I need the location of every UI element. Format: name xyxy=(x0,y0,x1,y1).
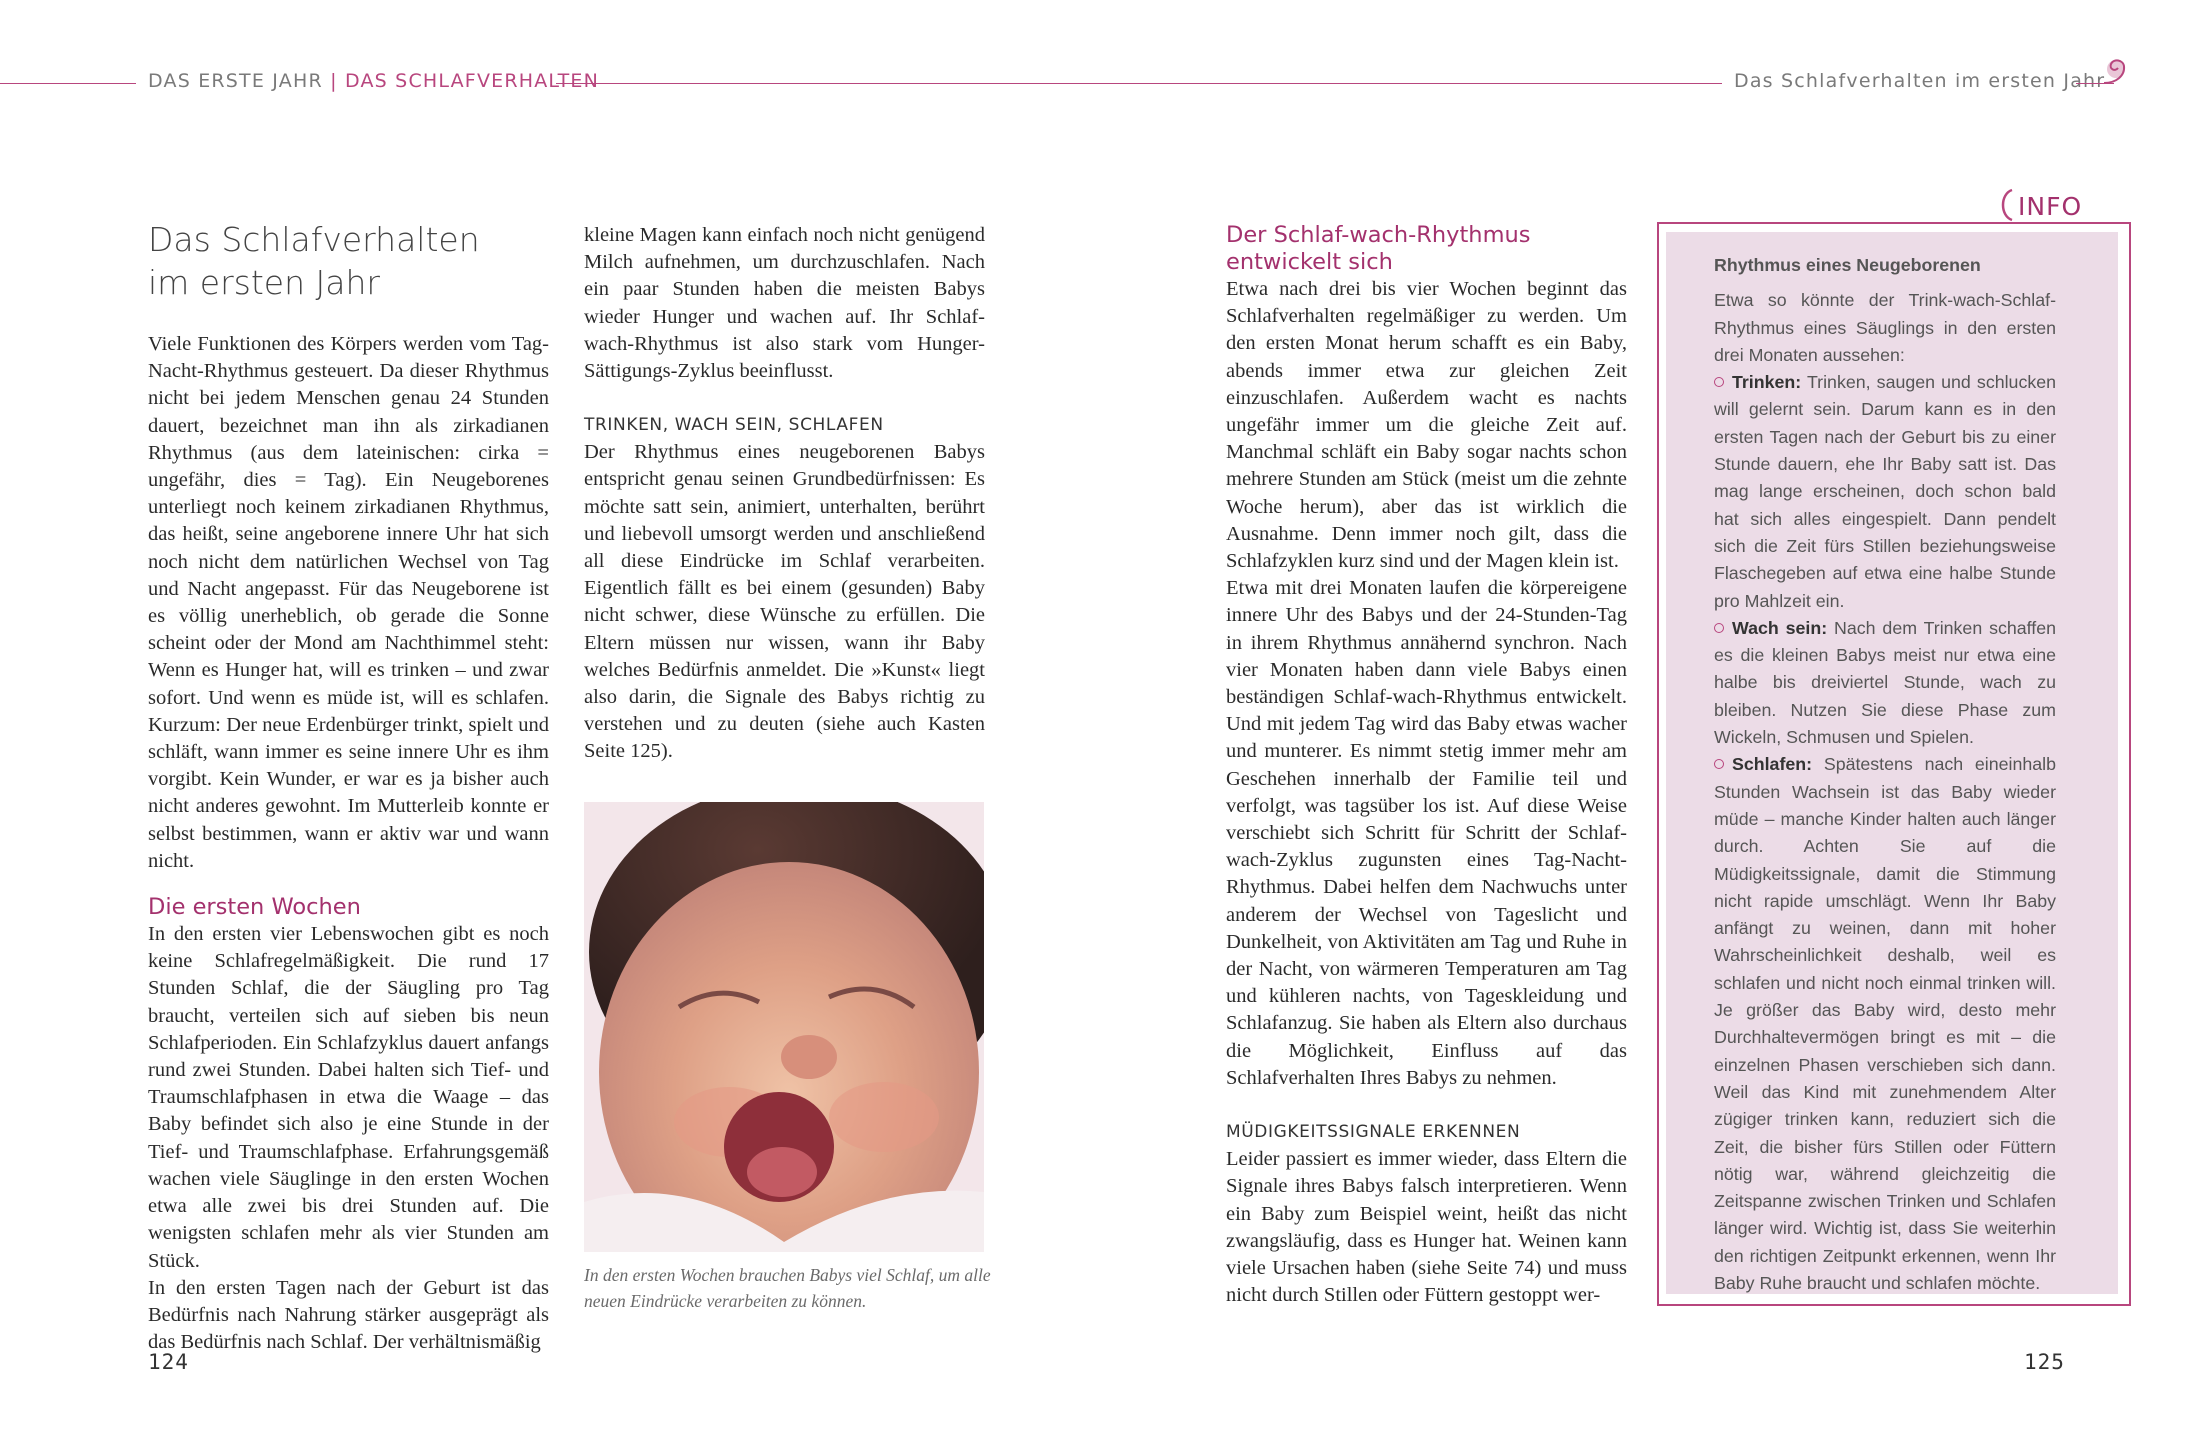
swirl-ornament-icon xyxy=(2098,56,2128,86)
section2-paragraph-1: Der Rhythmus eines neugeborenen Babys entspricht genau seinen Grundbedürfnissen: Es möchte satt sein, animiert, unterhalten, berührt und liebevoll umsorgt werden und anschließend all diese Eindrücke im Schlaf verarbeiten. Eigentlich fällt es bei einem (gesunden) Baby nicht schwer, diese Wünsche zu erfüllen. Die Eltern müssen nur wissen, wann ihr Baby welches Bedürfnis anmeldet. Die »Kunst« liegt also darin, die Signale des Babys richtig zu verstehen und zu deuten (siehe auch Kasten Seite 125). xyxy=(584,441,985,763)
column-2 xyxy=(584,222,985,766)
section-heading-schlaf-wach-line1: Der Schlaf-wach-Rhythmus xyxy=(1226,222,1531,248)
info-label-text: INFO xyxy=(2018,192,2083,221)
info-label xyxy=(1990,188,2092,222)
header-rule-left-a xyxy=(0,83,136,84)
info-item-wach-sein xyxy=(1714,615,2056,751)
bullet-icon xyxy=(1714,377,1724,387)
info-item-schlafen xyxy=(1714,751,2056,1297)
info-box-content xyxy=(1714,252,2056,1297)
page-number-left: 124 xyxy=(148,1350,189,1374)
section-heading-die-ersten-wochen: Die ersten Wochen xyxy=(148,894,361,921)
col2-paragraph-1: kleine Magen kann einfach noch nicht genügend Milch aufnehmen, um durchzuschlafen. Nach ein paar Stunden haben die meisten Babys wieder Hunger und wachen auf. Ihr Schlaf-wach-Rhythmus ist also stark vom Hunger-Sättigungs-Zyklus beeinflusst. xyxy=(584,224,985,383)
info-item-term: Schlafen: xyxy=(1732,754,1813,775)
bullet-icon xyxy=(1714,759,1724,769)
baby-illustration xyxy=(584,802,984,1252)
section-heading-trinken-wach-schlafen: TRINKEN, WACH SEIN, SCHLAFEN xyxy=(584,415,884,436)
info-bracket-icon xyxy=(1998,188,2014,222)
column-1 xyxy=(148,331,549,1356)
running-head-chapter: DAS ERSTE JAHR xyxy=(148,70,323,92)
info-item-term: Trinken: xyxy=(1732,372,1802,393)
yawning-baby-photo xyxy=(584,802,984,1252)
running-head-separator: | xyxy=(330,70,338,92)
section4-paragraph-1: Leider passiert es immer wieder, dass Eltern die Signale ihres Babys falsch interpretieren. Wenn ein Baby zum Beispiel weint, heißt das nicht zwangsläufig, dass es Hunger hat. Weinen kann viele Ursachen haben (siehe Seite 74) und muss nicht durch Stillen oder Füttern gestoppt wer- xyxy=(1226,1148,1627,1307)
header-rule-center xyxy=(556,83,1722,84)
article-title xyxy=(148,218,480,304)
photo-caption: In den ersten Wochen brauchen Babys viel Schlaf, um alle neuen Eindrücke verarbeiten zu können. xyxy=(584,1265,991,1311)
section1-paragraph-1: In den ersten vier Lebenswochen gibt es noch keine Schlafregelmäßigkeit. Die rund 17 Stunden Schlaf, die der Säugling pro Tag braucht, verteilen sich auf sieben bis neun Schlafperioden. Ein Schlafzyklus dauert anfangs rund zwei Stunden. Dabei halten sich Tief- und Traumschlafphasen in etwa die Waage – das Baby befindet sich also je eine Stunde in der Tief- und Traumschlafphase. Erfahrungsgemäß wachen viele Säuglinge in den ersten Wochen etwa alle zwei bis drei Stunden auf. Die wenigsten schlafen mehr als vier Stunden am Stück. xyxy=(148,923,549,1272)
section1-paragraph-2: In den ersten Tagen nach der Geburt ist das Bedürfnis nach Nahrung stärker ausgeprägt als das Bedürfnis nach Schlaf. Der verhältnismäßig xyxy=(148,1276,549,1354)
running-head-section: DAS SCHLAFVERHALTEN xyxy=(344,70,600,92)
section-heading-muedigkeitssignale: MÜDIGKEITSSIGNALE ERKENNEN xyxy=(1226,1122,1521,1143)
intro-paragraph: Viele Funktionen des Körpers werden vom Tag-Nacht-Rhythmus gesteuert. Da dieser Rhythmus nicht bei jedem Menschen genau 24 Stunden dauert, bezeichnet man ihn als zirkadianen Rhythmus (aus dem lateinischen: cirka = ungefähr, dies = Tag). Ein Neugeborenes unterliegt noch keinem zirkadianen Rhythmus, das heißt, seine angeborene innere Uhr hat sich noch nicht dem natürlichen Wechsel von Tag und Nacht angepasst. Für das Neugeborene ist es völlig unerheblich, ob gerade die Sonne scheint oder der Mond am Nachthimmel steht: Wenn es Hunger hat, will es trinken – und zwar sofort. Und wenn es müde ist, will es schlafen. Kurzum: Der neue Erdenbürger trinkt, spielt und schläft, wann immer es seine innere Uhr es ihm vorgibt. Kein Wunder, er war es ja bisher auch nicht anderes gewohnt. Im Mutterleib konnte er selbst bestimmen, wann er aktiv war und wann nicht. xyxy=(148,333,549,872)
section3-paragraph-1: Etwa nach drei bis vier Wochen beginnt das Schlafverhalten regelmäßiger zu werden. Um den ersten Monat herum schafft es ein Baby, abends immer etwa zur gleichen Zeit einzuschlafen. Außerdem wacht es nachts ungefähr immer um die gleiche Zeit auf. Manchmal schläft ein Baby sogar nachts schon mehrere Stunden am Stück (meist um die zehnte Woche herum), aber das ist wirklich die Ausnahme. Denn immer noch gilt, dass die Schlafzyklen kurz sind und der Magen klein ist. xyxy=(1226,278,1627,573)
info-heading: Rhythmus eines Neugeborenen xyxy=(1714,255,1981,275)
info-item-text: Trinken, saugen und schlucken will gelernt sein. Darum kann es in den ersten Tagen nach der Geburt bis zu einer Stunde dauern, ehe Ihr Baby satt ist. Das mag lange erscheinen, doch schon bald hat sich alles eingespielt. Dann pendelt sich die Zeit fürs Stillen beziehungsweise Flaschegeben auf etwa eine halbe Stunde pro Mahlzeit ein. xyxy=(1714,372,2056,611)
page-number-right: 125 xyxy=(2024,1350,2065,1374)
section3-paragraph-2: Etwa mit drei Monaten laufen die körpereigene innere Uhr des Babys und der 24-Stunden-Tag in ihrem Rhythmus annähernd synchron. Nach vier Monaten haben dann viele Babys einen beständigen Schlaf-wach-Rhythmus entwickelt. Und mit jedem Tag wird das Baby etwas wacher und munterer. Es nimmt stetig immer mehr am Geschehen innerhalb der Familie teil und verfolgt, was tagsüber los ist. Auf diese Weise verschiebt sich Schritt für Schritt der Schlaf-wach-Zyklus zugunsten eines Tag-Nacht-Rhythmus. Dabei helfen dem Nachwuchs unter anderem der Wechsel von Tageslicht und Dunkelheit, von Aktivitäten am Tag und Ruhe in der Nacht, von wärmeren Temperaturen am Tag und kühleren nachts, von Tageskleidung und Schlafanzug. Sie haben als Eltern also durchaus die Möglichkeit, Einfluss auf das Schlafverhalten Ihres Babys zu nehmen. xyxy=(1226,577,1627,1089)
running-head-left xyxy=(148,70,599,92)
section-heading-schlaf-wach-line2: entwickelt sich xyxy=(1226,249,1393,275)
info-item-text: Nach dem Trinken schaffen es die kleinen Babys meist nur etwa eine halbe bis dreiviertel Stunde, wach zu bleiben. Nutzen Sie diese Phase zum Wickeln, Schmusen und Spielen. xyxy=(1714,617,2056,748)
info-intro: Etwa so könnte der Trink-wach-Schlaf-Rhythmus eines Säuglings in den ersten drei Monaten aussehen: xyxy=(1714,290,2056,365)
info-item-trinken xyxy=(1714,369,2056,615)
article-title-line2: im ersten Jahr xyxy=(148,263,380,302)
article-title-line1: Das Schlafverhalten xyxy=(148,220,480,259)
running-head-right: Das Schlafverhalten im ersten Jahr xyxy=(1734,70,2106,92)
column-3 xyxy=(1226,222,1627,1309)
info-item-term: Wach sein: xyxy=(1732,617,1828,638)
bullet-icon xyxy=(1714,623,1724,633)
info-item-text: Spätestens nach eineinhalb Stunden Wachsein ist das Baby wieder müde – manche Kinder halten auch länger durch. Achten Sie auf die Müdigkeitssignale, damit die Stimmung nicht rapide umschlägt. Wenn Ihr Baby anfängt zu weinen, dann mit hoher Wahrscheinlichkeit deshalb, weil es schlafen und nicht noch einmal trinken will. Je größer das Baby wird, desto mehr Durchhaltevermögen bringt es mit – die einzelnen Phasen verschieben sich dann. Weil das Kind mit zunehmendem Alter zügiger trinken kann, reduziert sich die Zeit, die bisher fürs Stillen oder Füttern nötig war, während gleichzeitig die Zeitspanne zwischen Trinken und Schlafen länger wird. Wichtig ist, dass Sie weiterhin den richtigen Zeitpunkt erkennen, wenn Ihr Baby Ruhe braucht und schlafen möchte. xyxy=(1714,754,2056,1293)
